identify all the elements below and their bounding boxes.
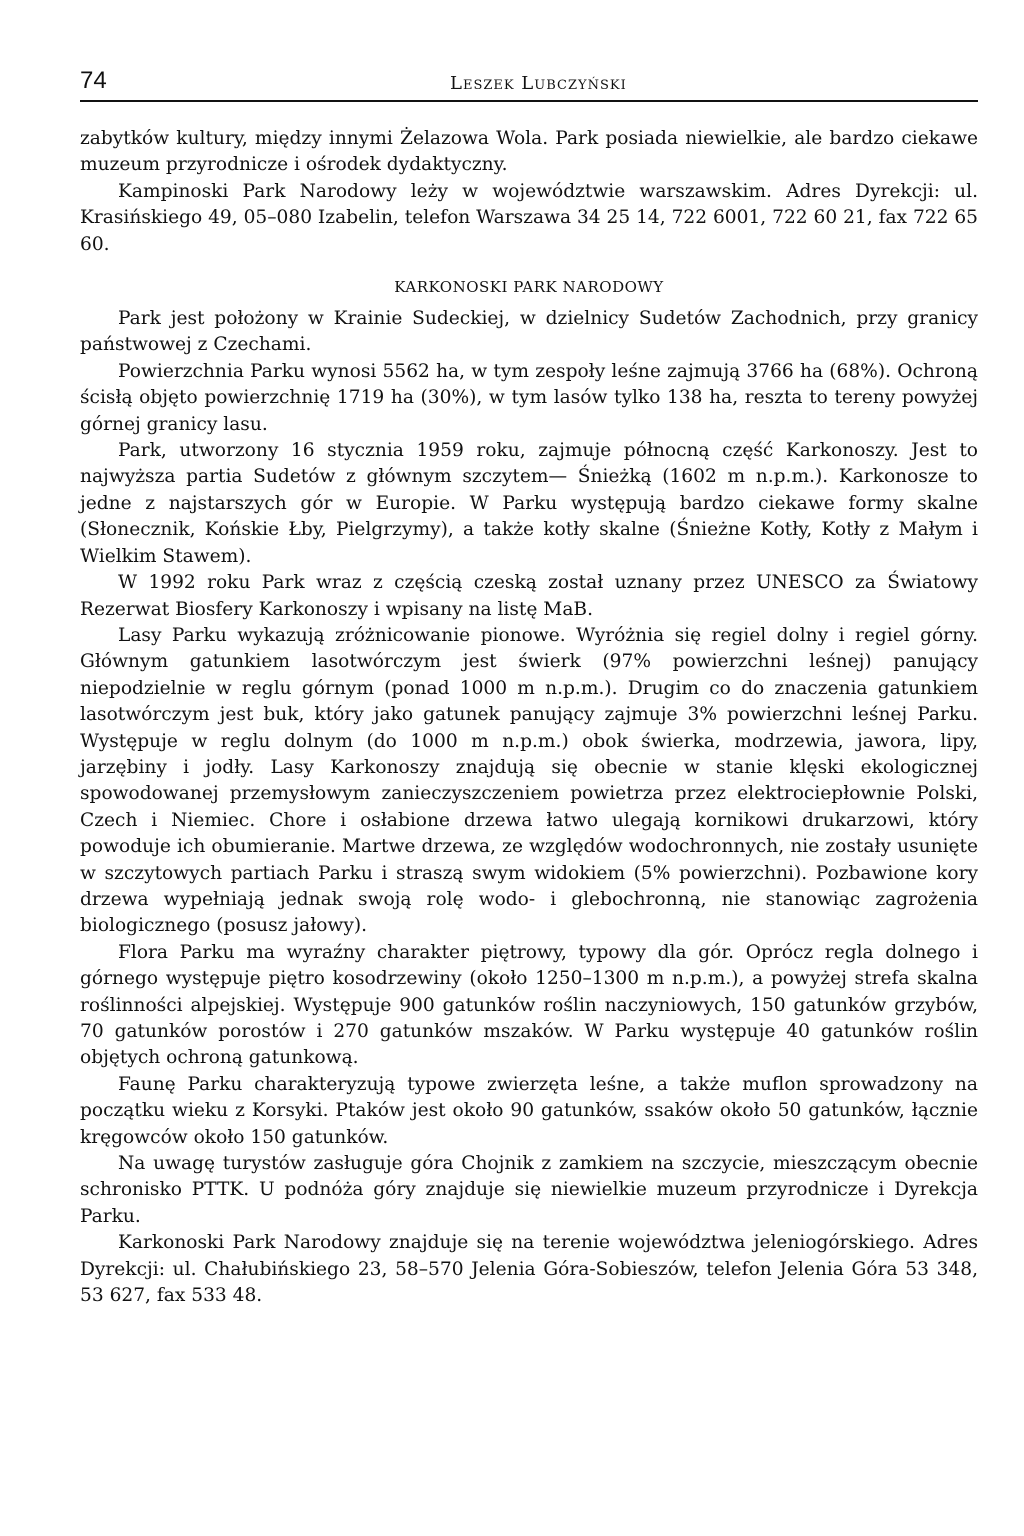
page-body xyxy=(80,126,978,1309)
paragraph-address: Karkonoski Park Narodowy znajduje się na terenie województwa jeleniogórskiego. Adres Dyrekcji: ul. Chałubińskiego 23, 58–570 Jelenia Góra-Sobieszów, telefon Jelenia Góra 53 348, 53 627, fax 533 48. xyxy=(80,1232,978,1307)
page-number: 74 xyxy=(80,67,107,94)
paragraph-area: Powierzchnia Parku wynosi 5562 ha, w tym zespoły leśne zajmują 3766 ha (68%). Ochroną ścisłą objęto powierzchnię 1719 ha (30%), w tym lasów tylko 138 ha, reszta to tereny powyżej górnej granicy lasu. xyxy=(80,360,978,435)
paragraph-flora: Flora Parku ma wyraźny charakter piętrowy, typowy dla gór. Oprócz regla dolnego i górnego występuje piętro kosodrzewiny (około 1250–1300 m n.p.m.), a powyżej strefa skalna roślinności alpejskiej. Występuje 900 gatunków roślin naczyniowych, 150 gatunków grzybów, 70 gatunków porostów i 270 gatunków mszaków. W Parku występuje 40 gatunków roślin objętych ochroną gatunkową. xyxy=(80,941,978,1069)
paragraph-chojnik: Na uwagę turystów zasługuje góra Chojnik z zamkiem na szczycie, mieszczącym obecnie schronisko PTTK. U podnóża góry znajduje się niewielkie muzeum przyrodnicze i Dyrekcja Parku. xyxy=(80,1153,978,1227)
paragraph-fauna: Faunę Parku charakteryzują typowe zwierzęta leśne, a także muflon sprowadzony na początku wieku z Korsyki. Ptaków jest około 90 gatunków, ssaków około 50 gatunków, łącznie kręgowców około 150 gatunków. xyxy=(80,1073,978,1148)
intro-paragraph: zabytków kultury, między innymi Żelazowa Wola. Park posiada niewielkie, ale bardzo ciekawe muzeum przyrodnicze i ośrodek dydaktyczny. xyxy=(80,128,978,176)
kampinoski-address-paragraph: Kampinoski Park Narodowy leży w województwie warszawskim. Adres Dyrekcji: ul. Krasińskiego 49, 05–080 Izabelin, telefon Warszawa 34 25 14, 722 6001, 722 60 21, fax 722 65 60. xyxy=(80,180,978,255)
paragraph-unesco: W 1992 roku Park wraz z częścią czeską został uznany przez UNESCO za Światowy Rezerwat Biosfery Karkonoszy i wpisany na listę MaB. xyxy=(80,572,978,620)
running-header-author: Leszek Lubczyński xyxy=(450,73,627,94)
running-header xyxy=(80,66,978,102)
section-heading: KARKONOSKI PARK NARODOWY xyxy=(394,278,664,297)
paragraph-location: Park jest położony w Krainie Sudeckiej, w dzielnicy Sudetów Zachodnich, przy granicy państwowej z Czechami. xyxy=(80,308,978,356)
paragraph-forests: Lasy Parku wykazują zróżnicowanie pionowe. Wyróżnia się regiel dolny i regiel górny. Głównym gatunkiem lasotwórczym jest świerk (97% powierzchni leśnej) panujący niepodzielnie w reglu górnym (ponad 1000 m n.p.m.). Drugim co do znaczenia gatunkiem lasotwórczym jest buk, który jako gatunek panujący zajmuje 3% powierzchni leśnej Parku. Występuje w reglu dolnym (do 1000 m n.p.m.) obok świerka, modrzewia, jawora, lipy, jarzębiny i jodły. Lasy Karkonoszy znajdują się obecnie w stanie klęski ekologicznej spowodowanej przemysłowym zanieczyszczeniem powietrza przez elektrociepłownie Polski, Czech i Niemiec. Chore i osłabione drzewa łatwo ulegają kornikowi drukarzowi, który powoduje ich obumieranie. Martwe drzewa, ze względów wodochronnych, nie zostały usunięte w szczytowych partiach Parku i straszą swym widokiem (5% powierzchni). Pozbawione kory drzewa wypełniają jednak swoją rolę wodo- i glebochronną, nie stanowiąc zagrożenia biologicznego (posusz jałowy). xyxy=(80,624,978,937)
paragraph-history: Park, utworzony 16 stycznia 1959 roku, zajmuje północną część Karkonoszy. Jest to najwyższa partia Sudetów z głównym szczytem— Śnieżką (1602 m n.p.m.). Karkonosze to jedne z najstarszych gór w Europie. W Parku występują bardzo ciekawe formy skalne (Słonecznik, Końskie Łby, Pielgrzymy), a także kotły skalne (Śnieżne Kotły, Kotły z Małym i Wielkim Stawem). xyxy=(80,440,978,567)
